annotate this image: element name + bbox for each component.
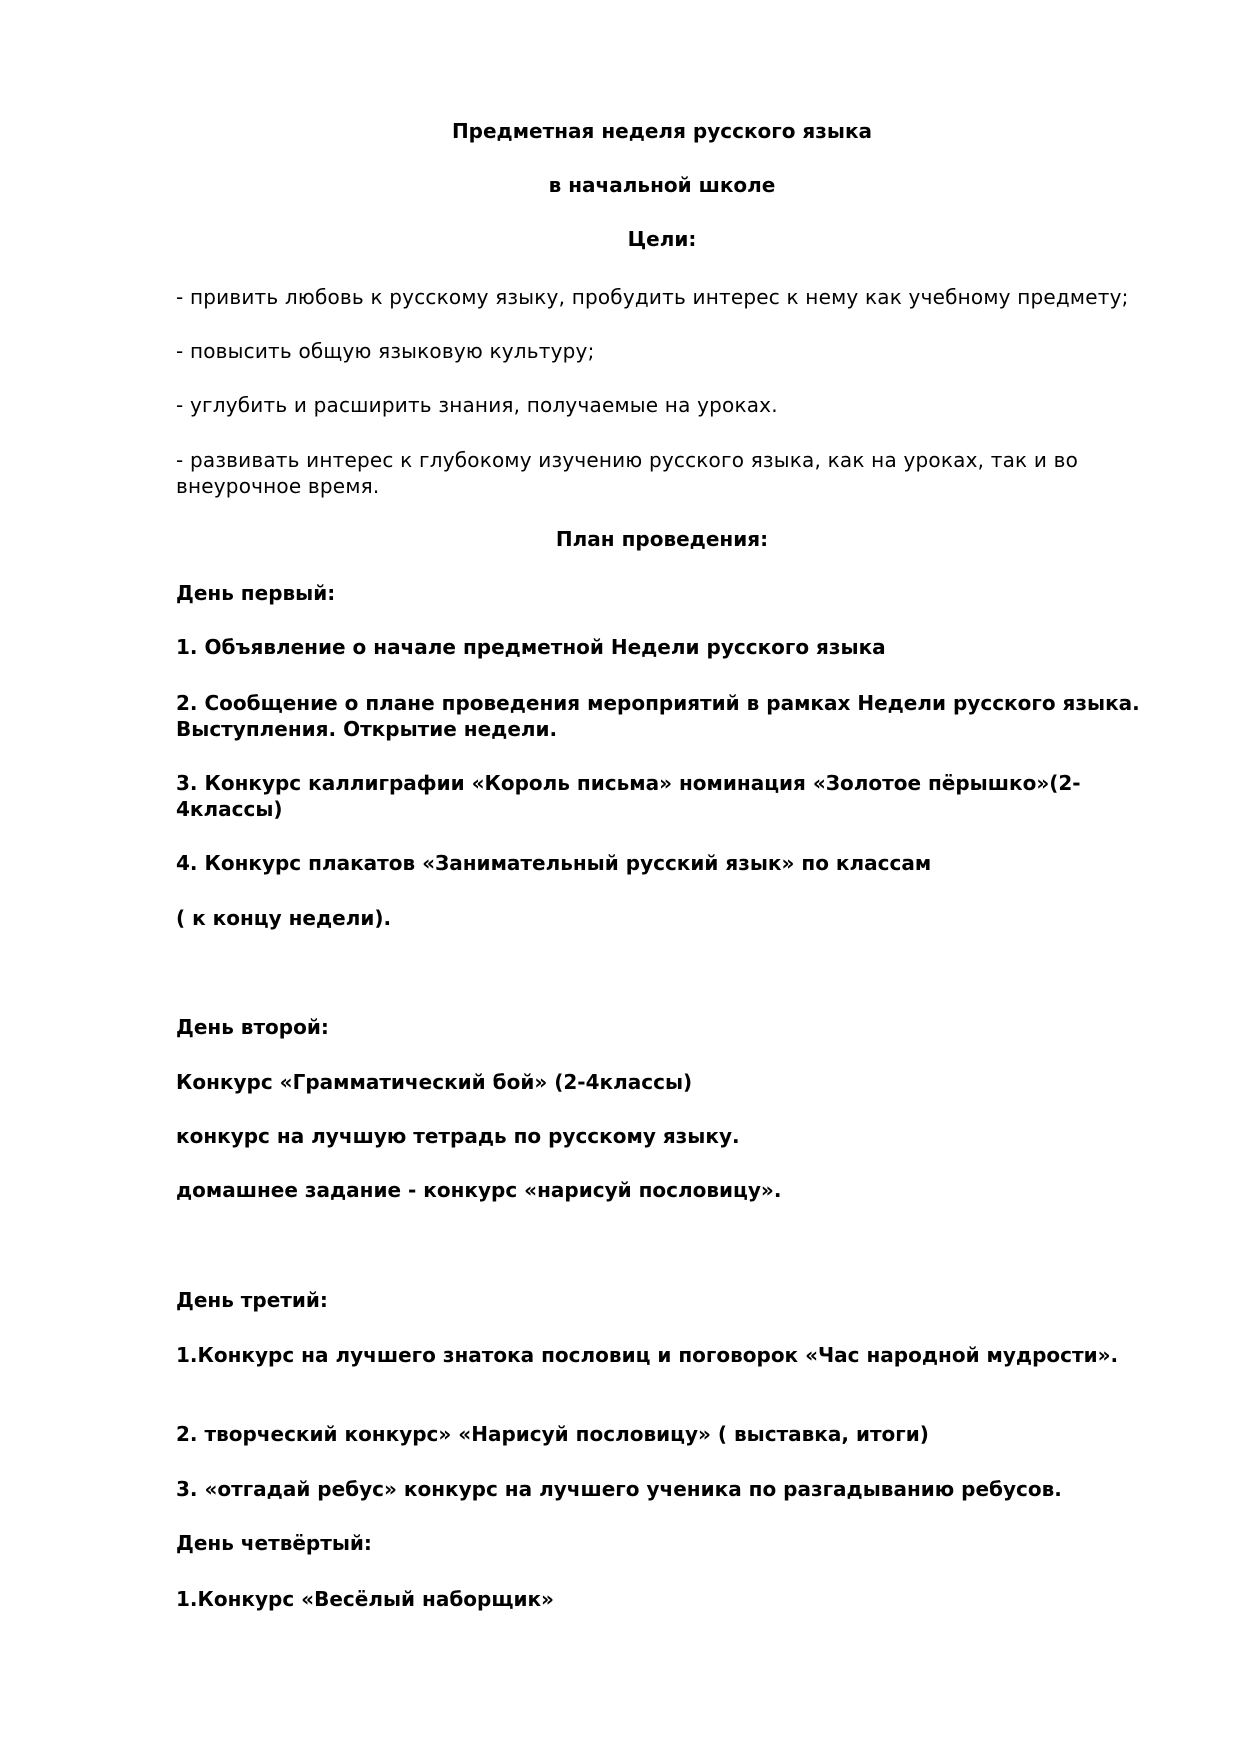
day1-item: 1. Объявление о начале предметной Недели русского языка (176, 635, 886, 659)
day2-item: домашнее задание - конкурс «нарисуй пословицу». (176, 1178, 782, 1202)
day1-title: День первый: (176, 581, 336, 605)
goal-item: - развивать интерес к глубокому изучению русского языка, как на уроках, так и во внеурочное время. (176, 448, 1085, 498)
day4-title: День четвёртый: (176, 1531, 372, 1555)
plan-heading: План проведения: (555, 527, 769, 551)
goals-heading: Цели: (627, 227, 697, 251)
day3-item: 1.Конкурс на лучшего знатока пословиц и поговорок «Час народной мудрости». (176, 1343, 1119, 1367)
day4-item: 1.Конкурс «Весёлый наборщик» (176, 1587, 554, 1611)
day1-item: ( к концу недели). (176, 906, 392, 930)
goal-item: - повысить общую языковую культуру; (176, 339, 595, 363)
day3-title: День третий: (176, 1288, 328, 1312)
day2-item: Конкурс «Грамматический бой» (2-4классы) (176, 1070, 693, 1094)
day1-item: 3. Конкурс каллиграфии «Король письма» номинация «Золотое пёрышко»(2-4классы) (176, 771, 1081, 821)
document-title: Предметная неделя русского языка (451, 119, 873, 143)
day2-title: День второй: (176, 1015, 329, 1039)
goal-item: - углубить и расширить знания, получаемые на уроках. (176, 393, 778, 417)
day1-item: 4. Конкурс плакатов «Занимательный русский язык» по классам (176, 851, 932, 875)
day2-item: конкурс на лучшую тетрадь по русскому языку. (176, 1124, 740, 1148)
day3-item: 2. творческий конкурс» «Нарисуй пословицу» ( выставка, итоги) (176, 1422, 929, 1446)
day3-item: 3. «отгадай ребус» конкурс на лучшего ученика по разгадыванию ребусов. (176, 1477, 1062, 1501)
goal-item: - привить любовь к русскому языку, пробудить интерес к нему как учебному предмету; (176, 285, 1129, 309)
day1-item: 2. Сообщение о плане проведения мероприятий в рамках Недели русского языка. Выступления. Открытие недели. (176, 691, 1147, 741)
document-subtitle: в начальной школе (548, 173, 776, 197)
